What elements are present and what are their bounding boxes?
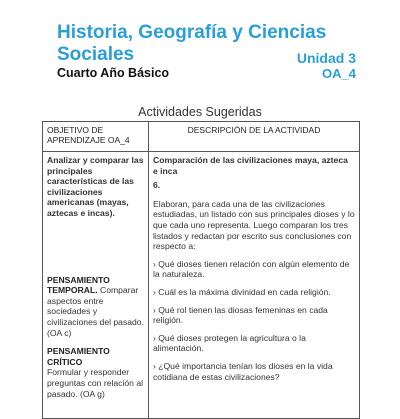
question-item: › ¿Qué importancia tenían los dioses en la vida cotidiana de estas civilizaciones?	[153, 360, 333, 382]
subject-title: Historia, Geografía y Ciencias Sociales	[57, 22, 327, 65]
activity-text: Elaboran, para cada una de las civilizaciones estudiadas, un listado con sus principales dioses y lo que cada uno representa. Luego comparan los tres listados y redactan por escrito sus conclusiones con respecto a:	[153, 198, 355, 252]
skill-critical	[47, 346, 144, 399]
question-item: › Qué rol tienen las diosas femeninas en cada religión.	[153, 304, 328, 326]
skill-temporal-text: Comparar aspectos entre sociedades y civilizaciones del pasado. (OA c)	[47, 285, 144, 338]
grade-label: Cuarto Año Básico	[57, 66, 170, 80]
unit-label: Unidad 3	[296, 50, 356, 66]
question-item: › Cuál es la máxima divinidad en cada religión.	[153, 286, 331, 297]
objective-main-text: Analizar y comparar las principales características de las civilizaciones americanas (mayas, aztecas e incas).	[47, 155, 144, 218]
question-item: › Qué dioses tienen relación con algún elemento de la naturaleza.	[153, 258, 350, 280]
skill-critical-title: PENSAMIENTO CRÍTICO	[47, 346, 110, 367]
objective-cell	[43, 152, 149, 419]
activity-number: 6.	[153, 180, 161, 191]
activities-table	[42, 121, 360, 419]
table-header-row	[43, 122, 360, 152]
activity-title: Comparación de las civilizaciones maya, azteca e inca	[153, 155, 348, 176]
section-title: Actividades Sugeridas	[138, 105, 262, 119]
table-row	[43, 152, 360, 419]
skill-temporal-title: PENSAMIENTO TEMPORAL.	[47, 274, 110, 296]
skill-temporal	[47, 275, 144, 339]
objective-column-header: OBJETIVO DE APRENDIZAJE OA_4	[43, 122, 149, 152]
question-item: › Qué dioses protegen la agricultura o la alimentación.	[153, 332, 306, 354]
description-cell	[149, 152, 360, 419]
oa-label: OA_4	[322, 66, 356, 81]
skill-critical-text: Formular y responder preguntas con relación al pasado. (OA g)	[47, 367, 144, 399]
description-column-header: DESCRIPCIÓN DE LA ACTIVIDAD	[149, 122, 360, 152]
